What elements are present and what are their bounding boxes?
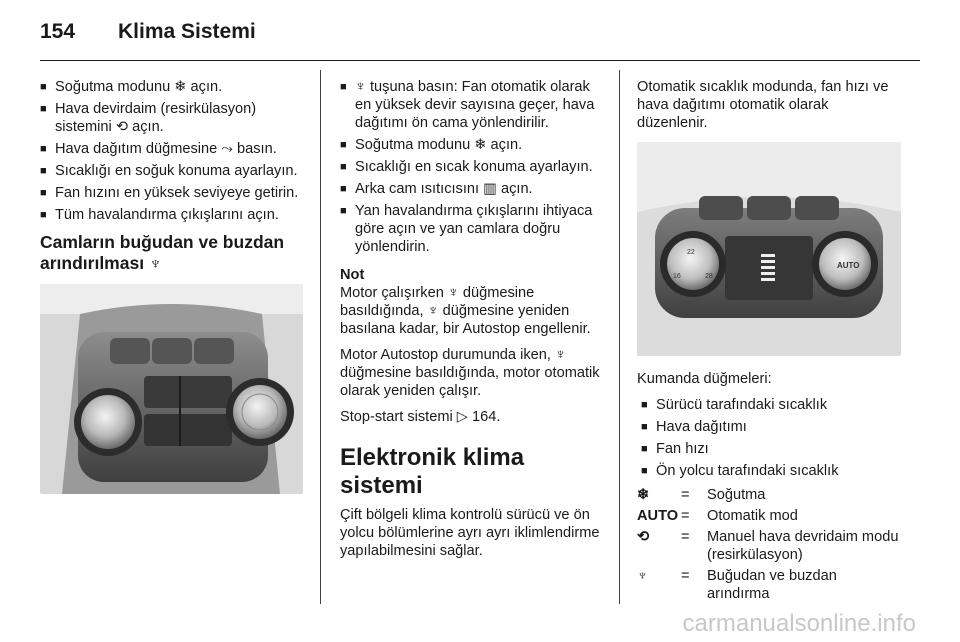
climate-panel-closeup-photo [40,284,303,494]
controls-title: Kumanda düğmeleri: [637,371,772,387]
temp-label: 22 [687,249,695,256]
symbol-legend [637,486,903,606]
list-item: ■ Ön yolcu tarafındaki sıcaklık [641,462,903,480]
column-3 [637,78,903,606]
steps-list [40,78,304,224]
column-divider [619,70,620,604]
legend-key: AUTO [637,508,679,524]
legend-value: Otomatik mod [707,508,798,524]
legend-value: Manuel hava devridaim modu (resirkülasyon) [707,529,899,563]
page-number: 154 [40,20,76,43]
legend-row [637,567,903,606]
legend-key: ❄ [637,487,650,503]
note-paragraph: Motor Autostop durumunda iken, ♆ düğmesine basıldığında, motor otomatik olarak yeniden çalışır. [340,347,600,399]
temp-label: 16 [673,273,681,280]
list-item: ■ Sıcaklığı en sıcak konuma ayarlayın. [340,158,606,176]
column-1 [40,78,304,494]
list-item: ■ Soğutma modunu ❄ açın. [340,136,606,154]
section-title: Camların buğudan ve buzdan arındırılması ♆ [40,232,285,273]
legend-key: ⟲ [637,529,650,545]
legend-key: ♆ [637,568,648,584]
section-heading: Elektronik klima sistemi [340,444,525,499]
column-2 [340,78,606,568]
legend-row [637,507,903,528]
list-item: ■ Fan hızını en yüksek seviyeye getirin. [40,184,304,202]
watermark: carmanualsonline.info [682,610,916,637]
intro-paragraph: Çift bölgeli klima kontrolü sürücü ve ön yolcu bölümlerine ayrı ayrı iklimlendirme yapılabilmesini sağlar. [340,507,600,559]
controls-list [641,396,903,480]
list-item: ■ Yan havalandırma çıkışlarını ihtiyaca göre açın ve yan camlara doğru yönlendirin. [340,202,606,256]
list-item: ■ ♆ tuşuna basın: Fan otomatik olarak en yüksek devir sayısına geçer, hava dağıtımı ön cama yönlendirilir. [340,78,606,132]
auto-label: AUTO [837,261,860,270]
defrost-steps-list [340,78,606,256]
list-item: ■ Hava dağıtımı [641,418,903,436]
temp-label: 28 [705,273,713,280]
legend-eq: = [681,529,690,545]
intro-paragraph: Otomatik sıcaklık modunda, fan hızı ve hava dağıtımı otomatik olarak düzenlenir. [637,79,889,131]
legend-value: Buğudan ve buzdan arındırma [707,568,837,602]
list-item: ■ Hava devirdaim (resirkülasyon) sistemini ⟲ açın. [40,100,304,136]
legend-row [637,528,903,567]
climate-panel-photo [637,142,901,356]
list-item: ■ Sıcaklığı en soğuk konuma ayarlayın. [40,162,304,180]
legend-eq: = [681,568,690,584]
column-divider [320,70,321,604]
note-title: Not [340,267,365,283]
list-item: ■ Hava dağıtım düğmesine ⤳ basın. [40,140,304,158]
list-item: ■ Tüm havalandırma çıkışlarını açın. [40,206,304,224]
list-item: ■ Sürücü tarafındaki sıcaklık [641,396,903,414]
page-header [40,14,920,54]
legend-value: Soğutma [707,487,766,503]
legend-row [637,486,903,507]
header-rule [40,60,920,61]
list-item: ■ Soğutma modunu ❄ açın. [40,78,304,96]
legend-eq: = [681,508,690,524]
chapter-title: Klima Sistemi [118,20,256,43]
note-paragraph: Motor çalışırken ♆ düğmesine basıldığında, ♆ düğmesine yeniden basılana kadar, bir Autostop engellenir. [340,285,591,337]
list-item: ■ Arka cam ısıtıcısını ▥ açın. [340,180,606,198]
list-item: ■ Fan hızı [641,440,903,458]
legend-eq: = [681,487,690,503]
cross-reference: Stop-start sistemi ▷ 164. [340,409,501,425]
